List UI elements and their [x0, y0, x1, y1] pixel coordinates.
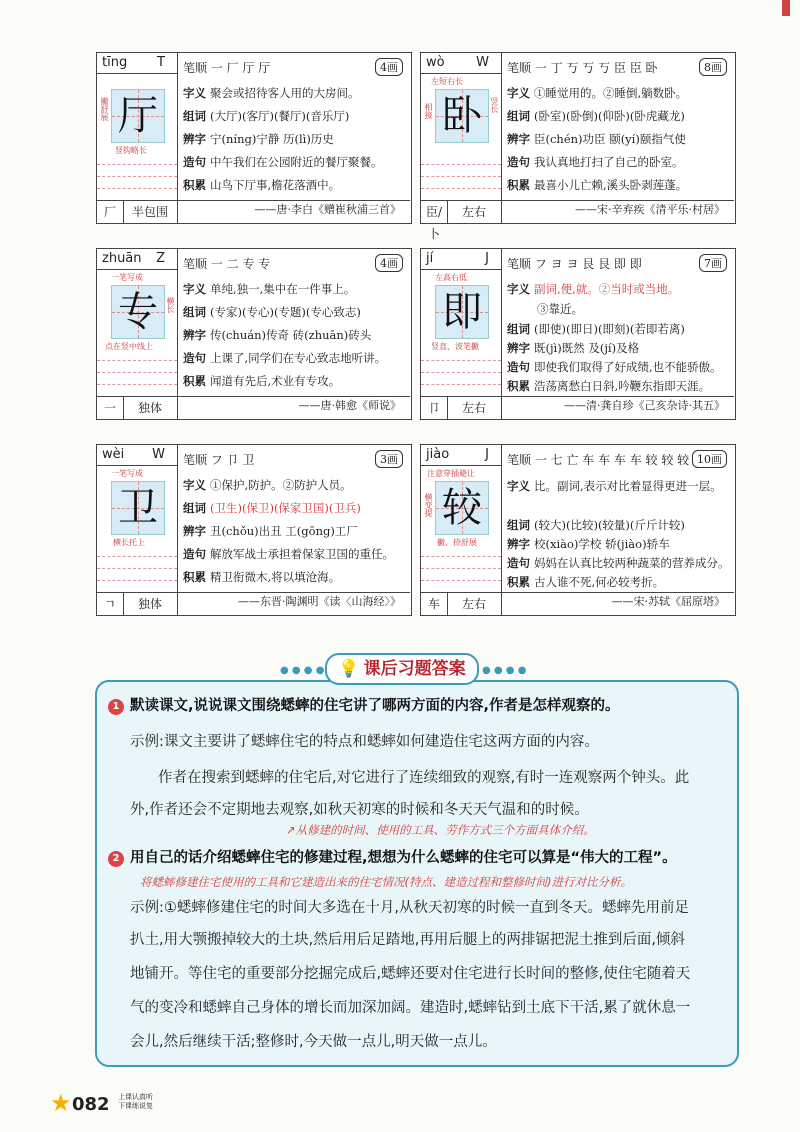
label: 辨字: [507, 537, 530, 551]
character: 较: [442, 485, 482, 531]
accumulation: 浩荡离愁白日斜,吟鞭东指即天涯。: [534, 379, 711, 393]
label: 组词: [507, 322, 530, 336]
char-card-ting: [96, 52, 412, 224]
structure: 左右: [447, 201, 502, 223]
stroke-count-badge: 8画: [699, 58, 727, 76]
footer-slogan: [118, 1093, 153, 1111]
example-sentence: 我认真地打扫了自己的卧室。: [534, 155, 684, 169]
stroke-count-badge: 7画: [699, 254, 727, 272]
quote-source: ——东晋·陶渊明《读〈山海经〉》: [238, 595, 401, 608]
answer-line: 作者在搜索到蟋蟀的住宅后,对它进行了连续细致的观察,有时一连观察两个钟头。此: [158, 770, 690, 786]
writing-tip-right: 横长: [166, 297, 175, 313]
example-sentence: 妈妈在认真比较两种蔬菜的营养成分。: [534, 556, 730, 570]
accumulation: 精卫衔微木,将以填沧海。: [210, 570, 341, 584]
stroke-count-badge: 10画: [692, 450, 727, 468]
label: 辨字: [183, 132, 206, 146]
initial-letter: Z: [156, 251, 165, 266]
quote-source: ——宋·苏轼《屈原塔》: [611, 595, 725, 608]
label: 字义: [183, 86, 206, 100]
meaning: ①保护,防护。②防护人员。: [210, 478, 352, 492]
meaning: 聚会或招待客人用的大房间。: [210, 86, 360, 100]
decor-dots-left: ● ● ● ●: [280, 665, 325, 676]
label: 字义: [183, 282, 206, 296]
char-card-zhuan: [96, 248, 412, 420]
label: 造句: [507, 360, 530, 374]
word-group: (较大)(比较)(较量)(斤斤计较): [534, 518, 685, 532]
stroke-count-badge: 4画: [375, 58, 403, 76]
label: 辨字: [183, 328, 206, 342]
accumulation: 最喜小儿亡赖,溪头卧剥莲蓬。: [534, 178, 688, 192]
radical: 一: [97, 397, 124, 419]
question-1: [108, 694, 620, 715]
accumulation: 山鸟下厅事,檐花落酒中。: [210, 178, 341, 192]
writing-tip-top: 左短右长: [431, 77, 463, 86]
stroke-order: 笔顺 一 厂 厅 厅: [183, 61, 271, 75]
label: 积累: [183, 570, 206, 584]
writing-tip-top: 一笔写成: [111, 469, 143, 478]
stroke-count-badge: 4画: [375, 254, 403, 272]
quote-source: ——宋·辛弃疾《清平乐·村居》: [575, 203, 725, 216]
char-card-left: [97, 53, 178, 223]
char-card-ji: [420, 248, 736, 420]
label: 组词: [183, 501, 206, 515]
label: 组词: [507, 109, 530, 123]
label: 字义: [507, 282, 530, 296]
quote-source: ——清·龚自珍《己亥杂诗·其五》: [564, 399, 725, 412]
label: 组词: [183, 305, 206, 319]
meaning: 副词,便,就。②当时或当地。: [534, 282, 680, 296]
label: 积累: [507, 178, 530, 192]
initial-letter: W: [476, 55, 489, 70]
character: 厅: [118, 93, 158, 139]
writing-tip-bottom: 竖直、波笔撇: [431, 342, 479, 351]
decor-dots-right: ● ● ● ●: [482, 665, 527, 676]
label: 组词: [507, 518, 530, 532]
distinguish: 既(jì)既然 及(jí)及格: [534, 341, 640, 355]
label: 积累: [507, 575, 530, 589]
distinguish: 丑(chǒu)出丑 工(gōng)工厂: [210, 524, 358, 538]
answer-line: 示例:课文主要讲了蟋蟀住宅的特点和蟋蟀如何建造住宅这两方面的内容。: [130, 734, 599, 750]
label: 辨字: [183, 524, 206, 538]
writing-tip-bottom: 点在竖中线上: [105, 342, 153, 351]
word-group: (大厅)(客厅)(餐厅)(音乐厅): [210, 109, 350, 123]
char-card-wo: [420, 52, 736, 241]
label: 造句: [183, 547, 206, 561]
pinyin: tīng: [102, 55, 128, 70]
quote-source: ——唐·李白《赠崔秋浦三首》: [254, 203, 401, 216]
structure: 左右: [447, 593, 502, 615]
answer-line: 地铺开。等住宅的重要部分挖掘完成后,蟋蟀还要对住宅进行长时间的整修,使住宅随着天: [130, 966, 691, 982]
distinguish: 宁(níng)宁静 历(lì)历史: [210, 132, 334, 146]
label: 造句: [183, 155, 206, 169]
answer-line: 会儿,然后继续干活;整修时,今天做一点儿,明天做一点儿。: [130, 1034, 497, 1050]
character: 卫: [118, 485, 158, 531]
stroke-order: 笔顺 一 丁 丂 丂 丂 臣 臣 卧: [507, 61, 658, 75]
initial-letter: W: [152, 447, 165, 462]
character-box: [435, 89, 489, 143]
meaning: ①睡觉用的。②睡倒,躺数卧。: [534, 86, 688, 100]
hint-annotation: 将蟋蟀修建住宅使用的工具和它建造出来的住宅情况(特点、建造过程和整修时间)进行对比分析。: [140, 875, 632, 889]
answer-line: 示例:①蟋蟀修建住宅的时间大多选在十月,从秋天初寒的时候一直到冬天。蟋蟀先用前足: [130, 900, 689, 916]
example-sentence: 即使我们取得了好成绩,也不能骄傲。: [534, 360, 722, 374]
label: 字义: [183, 478, 206, 492]
distinguish: 臣(chén)功臣 颐(yí)颐指气使: [534, 132, 686, 146]
structure: 半包围: [123, 201, 178, 223]
writing-tip-left: 横变提: [424, 493, 433, 517]
writing-tip-bottom: 撇、捺舒展: [437, 538, 477, 547]
initial-letter: J: [485, 251, 489, 266]
quote-source: ——唐·韩愈《师说》: [298, 399, 401, 412]
question-number-icon: 2: [108, 851, 124, 867]
lightbulb-icon: 💡: [338, 659, 360, 679]
accumulation: 闻道有先后,术业有专攻。: [210, 374, 341, 388]
label: 辨字: [507, 132, 530, 146]
label: 积累: [507, 379, 530, 393]
pinyin: wò: [426, 55, 445, 70]
answers-title: [325, 653, 479, 685]
character-box: [111, 89, 165, 143]
char-card-jiao: [420, 444, 736, 616]
writing-tip-left: 相接: [424, 103, 433, 119]
pinyin: jiào: [426, 447, 450, 462]
meaning: 单纯,独一,集中在一件事上。: [210, 282, 356, 296]
writing-tip-top: 注意穿插避让: [427, 469, 475, 478]
radical: ㄱ: [97, 593, 124, 615]
label: 积累: [183, 178, 206, 192]
word-group: (卧室)(卧倒)(仰卧)(卧虎藏龙): [534, 109, 685, 123]
answer-line: 气的变冷和蟋蟀自己身体的增长而加深加阔。建造时,蟋蟀钻到土底下干活,累了就休息一: [130, 1000, 691, 1016]
accumulation: 古人谁不死,何必较考折。: [534, 575, 665, 589]
example-sentence: 解放军战士承担着保家卫国的重任。: [210, 547, 394, 561]
stroke-order: 笔顺 フ 卩 卫: [183, 453, 255, 467]
character: 专: [118, 289, 158, 335]
pinyin: wèi: [102, 447, 125, 462]
character-box: [111, 285, 165, 339]
radical: 厂: [97, 201, 124, 223]
structure: 独体: [123, 593, 178, 615]
example-sentence: 中午我们在公园附近的餐厅聚餐。: [210, 155, 383, 169]
character-box: [435, 285, 489, 339]
stroke-order: 笔顺 一 二 专 专: [183, 257, 271, 271]
label: 造句: [183, 351, 206, 365]
page-number: 082: [72, 1094, 110, 1115]
stroke-order: 笔顺 フ ヨ ヨ 艮 艮 即 即: [507, 257, 642, 271]
question-number-icon: 1: [108, 699, 124, 715]
writing-tip-top: 一笔写成: [111, 273, 143, 282]
distinguish: 校(xiào)学校 轿(jiào)轿车: [534, 537, 670, 551]
writing-tip-top: 左高右低: [435, 273, 467, 282]
label: 造句: [507, 556, 530, 570]
label: 字义: [507, 86, 530, 100]
meaning-extra: ③靠近。: [537, 302, 583, 316]
writing-tip-bottom: 竖钩略长: [115, 146, 147, 155]
label: 积累: [183, 374, 206, 388]
radical: 车: [421, 593, 448, 615]
character: 卧: [442, 93, 482, 139]
structure: 独体: [123, 397, 178, 419]
question-text: 默读课文,说说课文围绕蟋蟀的住宅讲了哪两方面的内容,作者是怎样观察的。: [130, 698, 620, 714]
label: 字义: [507, 479, 530, 493]
word-group: (专家)(专心)(专题)(专心致志): [210, 305, 361, 319]
answer-line: 扒土,用大颚搬掉较大的土块,然后用后足踏地,再用后腿上的两排锯把泥土推到后面,倾斜: [130, 932, 685, 948]
label: 造句: [507, 155, 530, 169]
radical: 臣/卜: [421, 201, 448, 223]
initial-letter: J: [485, 447, 489, 462]
writing-tip-left: 撇舒展: [100, 97, 109, 121]
footer-slogan-2: 下课练说复: [118, 1102, 153, 1110]
corner-tab-icon: [782, 0, 790, 16]
distinguish: 传(chuán)传奇 砖(zhuān)砖头: [210, 328, 372, 342]
character-box: [111, 481, 165, 535]
pinyin: jí: [426, 251, 434, 266]
character-box: [435, 481, 489, 535]
question-text: 用自己的话介绍蟋蟀住宅的修建过程,想想为什么蟋蟀的住宅可以算是“伟大的工程”。: [130, 850, 677, 866]
initial-letter: T: [157, 55, 165, 70]
label: 辨字: [507, 341, 530, 355]
writing-tip-right: 竖长: [490, 97, 499, 113]
word-group: (卫生)(保卫)(保家卫国)(卫兵): [210, 501, 361, 515]
meaning: 比。副词,表示对比着显得更进一层。: [534, 479, 722, 493]
hint-annotation: ↗从修建的时间、使用的工具、劳作方式三个方面具体介绍。: [286, 823, 595, 837]
radical: 卩: [421, 397, 448, 419]
word-group: (即使)(即日)(即刻)(若即若离): [534, 322, 685, 336]
writing-tip-bottom: 横长托上: [113, 538, 145, 547]
footer-slogan-1: 上课认真听: [118, 1093, 153, 1101]
star-icon: ★: [50, 1089, 72, 1117]
structure: 左右: [447, 397, 502, 419]
character: 即: [442, 289, 482, 335]
stroke-count-badge: 3画: [375, 450, 403, 468]
answers-title-text: 课后习题答案: [363, 659, 466, 679]
pinyin: zhuān: [102, 251, 142, 266]
example-sentence: 上课了,同学们在专心致志地听讲。: [210, 351, 387, 365]
question-2: [108, 846, 677, 867]
label: 组词: [183, 109, 206, 123]
char-card-wei: [96, 444, 412, 616]
answer-line: 外,作者还会不定期地去观察,如秋天初寒的时候和冬天天气温和的时候。: [130, 802, 589, 818]
stroke-order: 笔顺 一 七 亡 车 车 车 车 较 较 较: [507, 453, 690, 467]
